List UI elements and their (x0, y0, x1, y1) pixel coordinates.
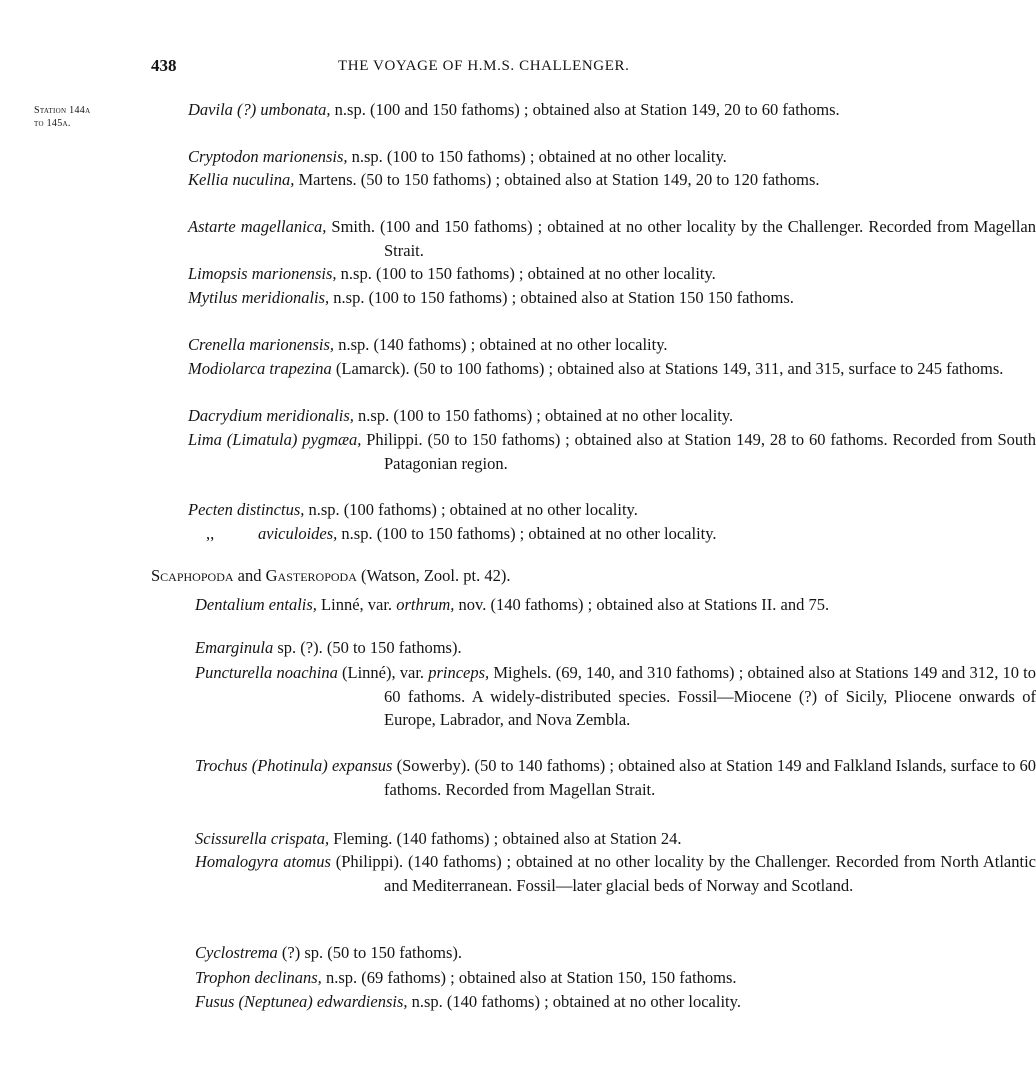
species-entry (188, 262, 1036, 286)
entry-text: (Philippi). (140 fathoms) ; obtained at no other locality by the Challenger. Recorded from North Atlantic and Mediterranean. Fossil—later glacial beds of Norway and Scotland. (330, 852, 1036, 895)
species-entry (188, 522, 1036, 546)
entry-text: Mighels. (69, 140, and 310 fathoms) ; obtained also at Stations 149 and 312, 10 to 60 fathoms. A widely-distributed species. Fossil—Miocene (?) of Sicily, Pliocene onwards of Europe, Labrador, and Nova Zembla. (384, 663, 1036, 729)
entry-text: n.sp. (100 and 150 fathoms) ; obtained also at Station 149, 20 to 60 fathoms. (330, 100, 840, 119)
species-entry (188, 357, 1036, 381)
species-entry (188, 990, 1036, 1014)
species-entry (188, 754, 1036, 801)
running-title: THE VOYAGE OF H.M.S. CHALLENGER. (338, 58, 630, 74)
entry-text: sp. (?). (50 to 150 fathoms). (273, 638, 462, 657)
species-entry (188, 941, 1036, 965)
entry-text: n.sp. (140 fathoms) ; obtained at no other locality. (407, 992, 741, 1011)
variety-name: orthrum, (396, 595, 455, 614)
species-name: Dentalium entalis, (195, 595, 317, 614)
entry-text: (?) sp. (50 to 150 fathoms). (277, 943, 463, 962)
species-entry (188, 215, 1036, 262)
species-name: Fusus (Neptunea) edwardiensis, (195, 992, 408, 1011)
entry-text: n.sp. (140 fathoms) ; obtained at no other locality. (334, 335, 668, 354)
species-name: Astarte magellanica, (188, 217, 327, 236)
entry-text: Linné, var. (316, 595, 397, 614)
margin-note-line: Station 144a (34, 105, 91, 116)
species-name: Mytilus meridionalis, (188, 288, 330, 307)
species-name: Emarginula (195, 638, 274, 657)
species-name: Kellia nuculina, (188, 170, 295, 189)
species-name: Scissurella crispata, (195, 829, 330, 848)
species-name: Homalogyra atomus (195, 852, 331, 871)
entry-text: Philippi. (50 to 150 fathoms) ; obtained also at Station 149, 28 to 60 fathoms. Recorded from South Patagonian region. (361, 430, 1036, 473)
entry-text: (Linné), var. (337, 663, 429, 682)
species-name: Pecten distinctus, (188, 500, 305, 519)
section-subheading (151, 564, 510, 588)
entry-text: n.sp. (100 fathoms) ; obtained at no other locality. (304, 500, 638, 519)
species-entry (188, 168, 1036, 192)
page-number: 438 (151, 56, 177, 75)
species-entry (188, 333, 1036, 357)
station-margin-note (34, 104, 90, 130)
margin-note-line: to 145a. (34, 118, 71, 129)
entry-text: (Lamarck). (50 to 100 fathoms) ; obtained also at Stations 149, 311, and 315, surface to 245 fathoms. (331, 359, 1004, 378)
variety-name: princeps, (428, 663, 490, 682)
ditto-mark: ,, (206, 524, 215, 543)
entry-text: n.sp. (100 to 150 fathoms) ; obtained also at Station 150 150 fathoms. (329, 288, 794, 307)
species-entry (188, 428, 1036, 475)
entry-text: Smith. (100 and 150 fathoms) ; obtained at no other locality by the Challenger. Recorded from Magellan Strait. (326, 217, 1036, 260)
species-entry (188, 286, 1036, 310)
species-entry (188, 636, 1036, 660)
species-name: Cryptodon marionensis, (188, 147, 348, 166)
entry-text: Martens. (50 to 150 fathoms) ; obtained also at Station 149, 20 to 120 fathoms. (294, 170, 820, 189)
species-name: Lima (Limatula) pygmæa, (188, 430, 362, 449)
entry-text: Fleming. (140 fathoms) ; obtained also at Station 24. (329, 829, 682, 848)
species-name: Dacrydium meridionalis, (188, 406, 354, 425)
entry-text: n.sp. (100 to 150 fathoms) ; obtained at no other locality. (336, 264, 716, 283)
species-name: Davila (?) umbonata, (188, 100, 331, 119)
subheading-conjunction: and (233, 566, 266, 585)
group-name: Scaphopoda (151, 566, 234, 585)
entry-text: n.sp. (100 to 150 fathoms) ; obtained at no other locality. (337, 524, 717, 543)
entry-text: nov. (140 fathoms) ; obtained also at Stations II. and 75. (454, 595, 830, 614)
species-name: Cyclostrema (195, 943, 278, 962)
entry-text: (Sowerby). (50 to 140 fathoms) ; obtained also at Station 149 and Falkland Islands, surface to 60 fathoms. Recorded from Magellan Strait. (384, 756, 1036, 799)
species-entry (188, 498, 1036, 522)
species-name: Limopsis marionensis, (188, 264, 337, 283)
species-entry (188, 661, 1036, 732)
species-name: Modiolarca trapezina (188, 359, 332, 378)
species-entry (188, 145, 1036, 169)
species-entry (188, 966, 1036, 990)
subheading-reference: (Watson, Zool. pt. 42). (356, 566, 511, 585)
entry-text: n.sp. (100 to 150 fathoms) ; obtained at no other locality. (353, 406, 734, 425)
species-name: aviculoides, (258, 524, 338, 543)
group-name: Gasteropoda (265, 566, 357, 585)
species-name: Trochus (Photinula) expansus (195, 756, 393, 775)
species-name: Crenella marionensis, (188, 335, 335, 354)
species-entry (188, 827, 1036, 851)
species-entry (188, 850, 1036, 897)
species-entry (188, 404, 1036, 428)
entry-text: n.sp. (100 to 150 fathoms) ; obtained at no other locality. (347, 147, 727, 166)
species-name: Trophon declinans, (195, 968, 322, 987)
species-entry (188, 98, 1036, 122)
species-name: Puncturella noachina (195, 663, 338, 682)
entry-text: n.sp. (69 fathoms) ; obtained also at Station 150, 150 fathoms. (321, 968, 737, 987)
species-entry (188, 593, 1036, 617)
